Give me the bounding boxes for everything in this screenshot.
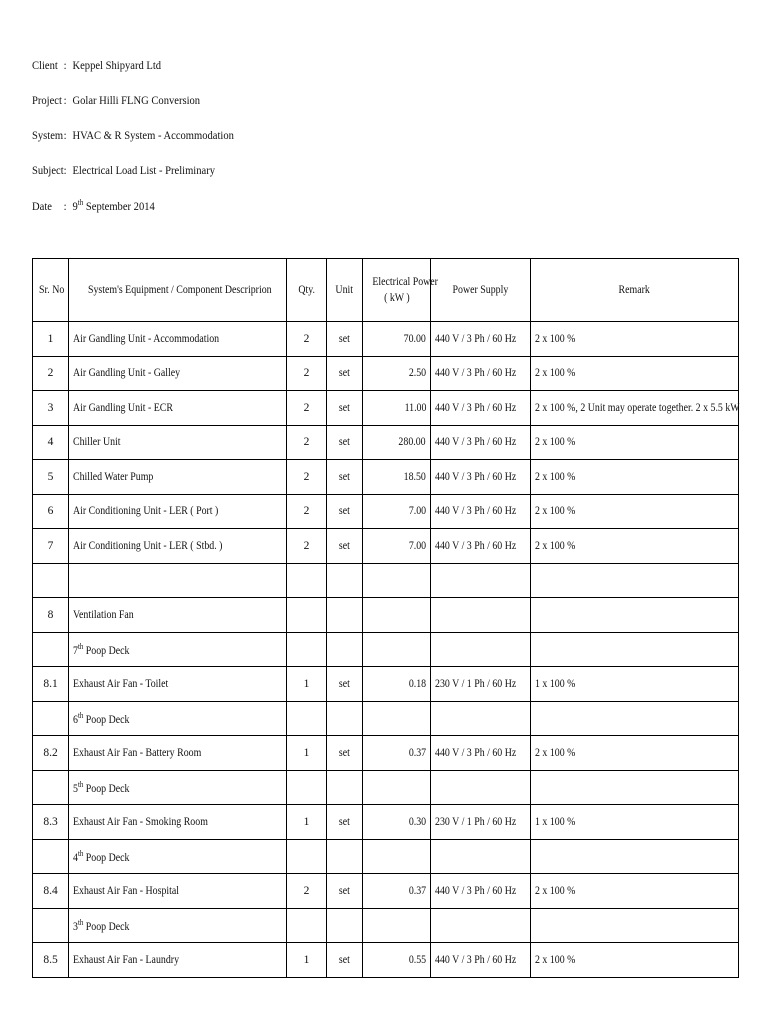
cell-supply: 230 V / 1 Ph / 60 Hz	[431, 667, 531, 702]
cell-power: 2.50	[363, 356, 431, 391]
electrical-load-table	[32, 258, 739, 978]
table-row	[33, 356, 739, 391]
table-row	[33, 943, 739, 978]
project-label: Project	[32, 93, 62, 107]
cell-description: Air Gandling Unit - ECR	[69, 391, 287, 426]
header-remark: Remark	[531, 259, 739, 322]
cell-power: 7.00	[363, 529, 431, 564]
project-value: Golar Hilli FLNG Conversion	[72, 93, 201, 107]
cell-sr: 8.3	[33, 805, 69, 840]
cell-supply: 440 V / 3 Ph / 60 Hz	[431, 494, 531, 529]
cell-supply: 230 V / 1 Ph / 60 Hz	[431, 805, 531, 840]
cell-description: Exhaust Air Fan - Smoking Room	[69, 805, 287, 840]
cell-sr: 8.1	[33, 667, 69, 702]
cell-unit: set	[327, 736, 363, 771]
deck-row	[33, 770, 739, 805]
ventilation-group-row	[33, 598, 739, 633]
cell-description: Exhaust Air Fan - Battery Room	[69, 736, 287, 771]
cell-power: 0.37	[363, 874, 431, 909]
cell-power: 11.00	[363, 391, 431, 426]
cell-remark: 2 x 100 %	[531, 356, 739, 391]
table-row	[33, 460, 739, 495]
table-row	[33, 874, 739, 909]
cell-sr: 7	[33, 529, 69, 564]
cell-remark: 2 x 100 %	[531, 529, 739, 564]
cell-sr: 8	[33, 598, 69, 633]
cell-power: 0.18	[363, 667, 431, 702]
cell-qty: 2	[287, 391, 327, 426]
header-power-supply: Power Supply	[431, 259, 531, 322]
cell-sr: 8.5	[33, 943, 69, 978]
cell-description: Air Conditioning Unit - LER ( Port )	[69, 494, 287, 529]
system-label: System	[32, 128, 64, 142]
table-row	[33, 425, 739, 460]
cell-remark: 2 x 100 %	[531, 494, 739, 529]
table-row	[33, 322, 739, 357]
cell-sr: 2	[33, 356, 69, 391]
cell-power: 7.00	[363, 494, 431, 529]
cell-qty: 1	[287, 805, 327, 840]
date-day: 9	[72, 199, 78, 213]
cell-supply: 440 V / 3 Ph / 60 Hz	[431, 356, 531, 391]
system-value: HVAC & R System - Accommodation	[72, 128, 234, 142]
cell-remark: 2 x 100 %	[531, 322, 739, 357]
cell-qty: 1	[287, 667, 327, 702]
cell-sr: 1	[33, 322, 69, 357]
cell-remark: 2 x 100 %, 2 Unit may operate together. 2 x 5.5 kW	[531, 391, 739, 426]
cell-qty: 1	[287, 736, 327, 771]
date-line: Date : 9th September 2014	[32, 198, 155, 213]
cell-remark: 2 x 100 %	[531, 874, 739, 909]
cell-unit: set	[327, 943, 363, 978]
cell-power: 0.30	[363, 805, 431, 840]
table-row	[33, 494, 739, 529]
cell-supply: 440 V / 3 Ph / 60 Hz	[431, 322, 531, 357]
cell-qty: 2	[287, 529, 327, 564]
cell-supply: 440 V / 3 Ph / 60 Hz	[431, 391, 531, 426]
cell-power: 70.00	[363, 322, 431, 357]
cell-unit: set	[327, 460, 363, 495]
table-row	[33, 805, 739, 840]
cell-description: Chiller Unit	[69, 425, 287, 460]
cell-description: Chilled Water Pump	[69, 460, 287, 495]
cell-sr: 8.4	[33, 874, 69, 909]
cell-unit: set	[327, 874, 363, 909]
client-line: Client : Keppel Shipyard Ltd	[32, 58, 162, 72]
cell-sr: 4	[33, 425, 69, 460]
cell-supply: 440 V / 3 Ph / 60 Hz	[431, 943, 531, 978]
cell-qty: 2	[287, 874, 327, 909]
header-description: System's Equipment / Component Descriprion	[69, 259, 287, 322]
system-line: System: HVAC & R System - Accommodation	[32, 128, 234, 142]
subject-value: Electrical Load List - Preliminary	[72, 163, 215, 177]
deck-row	[33, 908, 739, 943]
table-header-row	[33, 259, 739, 322]
cell-qty: 2	[287, 425, 327, 460]
cell-qty: 2	[287, 356, 327, 391]
subject-label: Subject	[32, 163, 64, 177]
header-electrical-power: Electrical Power ( kW )	[363, 259, 431, 322]
table-row	[33, 529, 739, 564]
cell-qty: 2	[287, 322, 327, 357]
deck-label: 6th Poop Deck	[69, 701, 287, 736]
cell-description: Exhaust Air Fan - Toilet	[69, 667, 287, 702]
cell-remark: 2 x 100 %	[531, 943, 739, 978]
cell-remark: 2 x 100 %	[531, 425, 739, 460]
table-row	[33, 391, 739, 426]
header-sr-no: Sr. No	[33, 259, 69, 322]
cell-power: 0.37	[363, 736, 431, 771]
cell-unit: set	[327, 322, 363, 357]
cell-unit: set	[327, 356, 363, 391]
cell-supply: 440 V / 3 Ph / 60 Hz	[431, 460, 531, 495]
cell-qty: 2	[287, 494, 327, 529]
cell-supply: 440 V / 3 Ph / 60 Hz	[431, 736, 531, 771]
client-value: Keppel Shipyard Ltd	[72, 58, 162, 72]
date-label: Date	[32, 199, 52, 213]
cell-remark: 1 x 100 %	[531, 805, 739, 840]
cell-description: Air Conditioning Unit - LER ( Stbd. )	[69, 529, 287, 564]
cell-supply: 440 V / 3 Ph / 60 Hz	[431, 874, 531, 909]
header-qty: Qty.	[287, 259, 327, 322]
cell-qty: 2	[287, 460, 327, 495]
cell-unit: set	[327, 425, 363, 460]
cell-power: 280.00	[363, 425, 431, 460]
empty-row	[33, 563, 739, 598]
cell-power: 0.55	[363, 943, 431, 978]
header-unit: Unit	[327, 259, 363, 322]
deck-label: 7th Poop Deck	[69, 632, 287, 667]
cell-power: 18.50	[363, 460, 431, 495]
cell-unit: set	[327, 494, 363, 529]
cell-sr: 3	[33, 391, 69, 426]
cell-description: Ventilation Fan	[69, 598, 287, 633]
cell-sr: 6	[33, 494, 69, 529]
subject-line: Subject: Electrical Load List - Preliminary	[32, 163, 215, 177]
cell-description: Exhaust Air Fan - Hospital	[69, 874, 287, 909]
cell-remark: 2 x 100 %	[531, 460, 739, 495]
cell-unit: set	[327, 529, 363, 564]
cell-unit: set	[327, 391, 363, 426]
project-line: Project : Golar Hilli FLNG Conversion	[32, 93, 201, 107]
client-label: Client	[32, 58, 58, 72]
date-rest: September 2014	[83, 199, 155, 213]
deck-row	[33, 632, 739, 667]
cell-description: Air Gandling Unit - Galley	[69, 356, 287, 391]
table-row	[33, 667, 739, 702]
cell-sr: 5	[33, 460, 69, 495]
cell-description: Air Gandling Unit - Accommodation	[69, 322, 287, 357]
cell-remark: 2 x 100 %	[531, 736, 739, 771]
deck-label: 5th Poop Deck	[69, 770, 287, 805]
deck-label: 3th Poop Deck	[69, 908, 287, 943]
date-suffix: th	[77, 198, 84, 207]
table-row	[33, 736, 739, 771]
cell-unit: set	[327, 805, 363, 840]
deck-row	[33, 701, 739, 736]
cell-qty: 1	[287, 943, 327, 978]
deck-row	[33, 839, 739, 874]
cell-description: Exhaust Air Fan - Laundry	[69, 943, 287, 978]
cell-supply: 440 V / 3 Ph / 60 Hz	[431, 529, 531, 564]
deck-label: 4th Poop Deck	[69, 839, 287, 874]
cell-unit: set	[327, 667, 363, 702]
cell-sr: 8.2	[33, 736, 69, 771]
cell-supply: 440 V / 3 Ph / 60 Hz	[431, 425, 531, 460]
cell-remark: 1 x 100 %	[531, 667, 739, 702]
